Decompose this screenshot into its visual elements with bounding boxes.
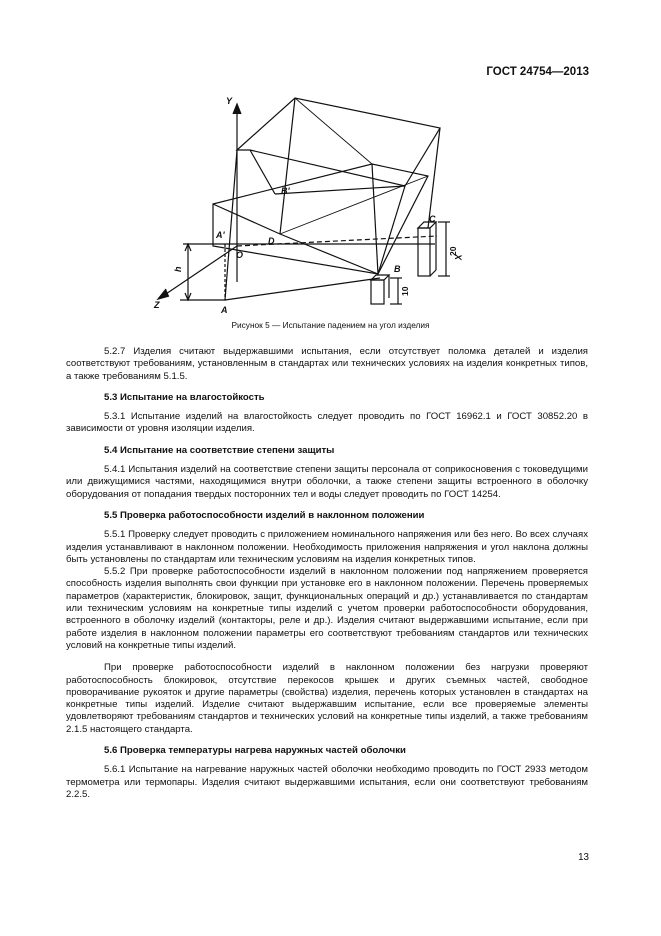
paragraph-5-5-1: 5.5.1 Проверку следует проводить с приложением номинального напряжения или без него. Во всех случаях изделия устанавливают в наклонном положении. Необходимость приложения напряжения и угол наклона должны быть установлены по стандартам или техническим условиям на изделия конкретных типов. xyxy=(66,529,588,565)
figure-caption: Рисунок 5 — Испытание падением на угол изделия xyxy=(231,320,430,330)
standard-header: ГОСТ 24754—2013 xyxy=(486,66,589,78)
heading-5-4: 5.4 Испытание на соответствие степени защиты xyxy=(104,444,335,456)
paragraph-5-5-2: 5.5.2 При проверке работоспособности изделий в наклонном положении под напряжением проверяется способность изделия выполнять свои функции при установке его в наклонном положении. Перечень проверяемых параметров (характеристик, блокировок, защит, функциональных операций и др.) устанавливается по стандартам или техническим условиям на конкретные типы изделий с учетом проверки работоспособности оборудования, встроенного в оболочку изделий (контакторы, реле и др.). Изделия считают выдержавшими испытание, если при работе изделия в наклонном положении параметры его соответствуют требованиям стандартов или технических условий на конкретные типы изделий. xyxy=(66,566,588,651)
paragraph-5-4-1: 5.4.1 Испытания изделий на соответствие степени защиты персонала от соприкосновения с токоведущими или движущимися частями, находящимися внутри оболочки, а также степени защиты встроенного в оболочку оборудования от попадания твердых посторонних тел и воды следует проводить по ГОСТ 14254. xyxy=(66,464,588,500)
height-h-label: h xyxy=(173,266,183,272)
dimension-10-label: 10 xyxy=(400,286,410,296)
vertex-c-label: C xyxy=(429,214,436,224)
vertex-a-prime-label: A' xyxy=(216,230,225,240)
x-axis-label: X xyxy=(453,254,463,261)
vertex-a-label: A xyxy=(221,305,228,314)
z-axis-label: Z xyxy=(154,300,160,310)
paragraph-5-3-1: 5.3.1 Испытание изделий на влагостойкость следует проводить по ГОСТ 16962.1 и ГОСТ 30852.20 в зависимости от уровня изоляции изделия. xyxy=(66,411,588,435)
heading-5-6: 5.6 Проверка температуры нагрева наружных частей оболочки xyxy=(104,745,406,757)
vertex-b-label: B xyxy=(394,264,401,274)
paragraph-5-5-2-continued: При проверке работоспособности изделий в наклонном положении без нагрузки проверяют работоспособность блокировок, отсутствие перекосов крышек и других съемных частей, свободное проворачивание рукояток и другие параметры (свойства) изделия, перечень которых установлен в стандартах на конкретные типы изделий. Изделие считают выдержавшим испытание, если все проверяемые элементы удовлетворяют требованиям стандартов и технических условий на конкретные типы изделий, а также требованиям 2.1.5 настоящего стандарта. xyxy=(66,662,588,735)
document-body xyxy=(66,346,588,801)
vertex-b-prime-label: B' xyxy=(281,186,290,196)
paragraph-5-6-1: 5.6.1 Испытание на нагревание наружных частей оболочки необходимо проводить по ГОСТ 2933 методом термометра или термопары. Изделия считают выдержавшими испытания, если они соответствуют требованиям 2.2.5. xyxy=(66,764,588,800)
dimension-20-label: 20 xyxy=(448,246,458,256)
y-axis-label: Y xyxy=(226,96,233,106)
paragraph-5-2-7: 5.2.7 Изделия считают выдержавшими испытания, если отсутствует поломка деталей и изделия соответствуют требованиям, установленным в стандартах или технических условиях на изделия конкретных типов, а также требованиям 5.1.5. xyxy=(66,346,588,382)
page-number: 13 xyxy=(578,852,589,863)
heading-5-5: 5.5 Проверка работоспособности изделий в наклонном положении xyxy=(104,509,425,521)
drop-test-figure xyxy=(140,86,470,314)
heading-5-3: 5.3 Испытание на влагостойкость xyxy=(104,391,265,403)
vertex-d-label: D xyxy=(268,236,275,246)
origin-o-label: O xyxy=(236,250,244,260)
